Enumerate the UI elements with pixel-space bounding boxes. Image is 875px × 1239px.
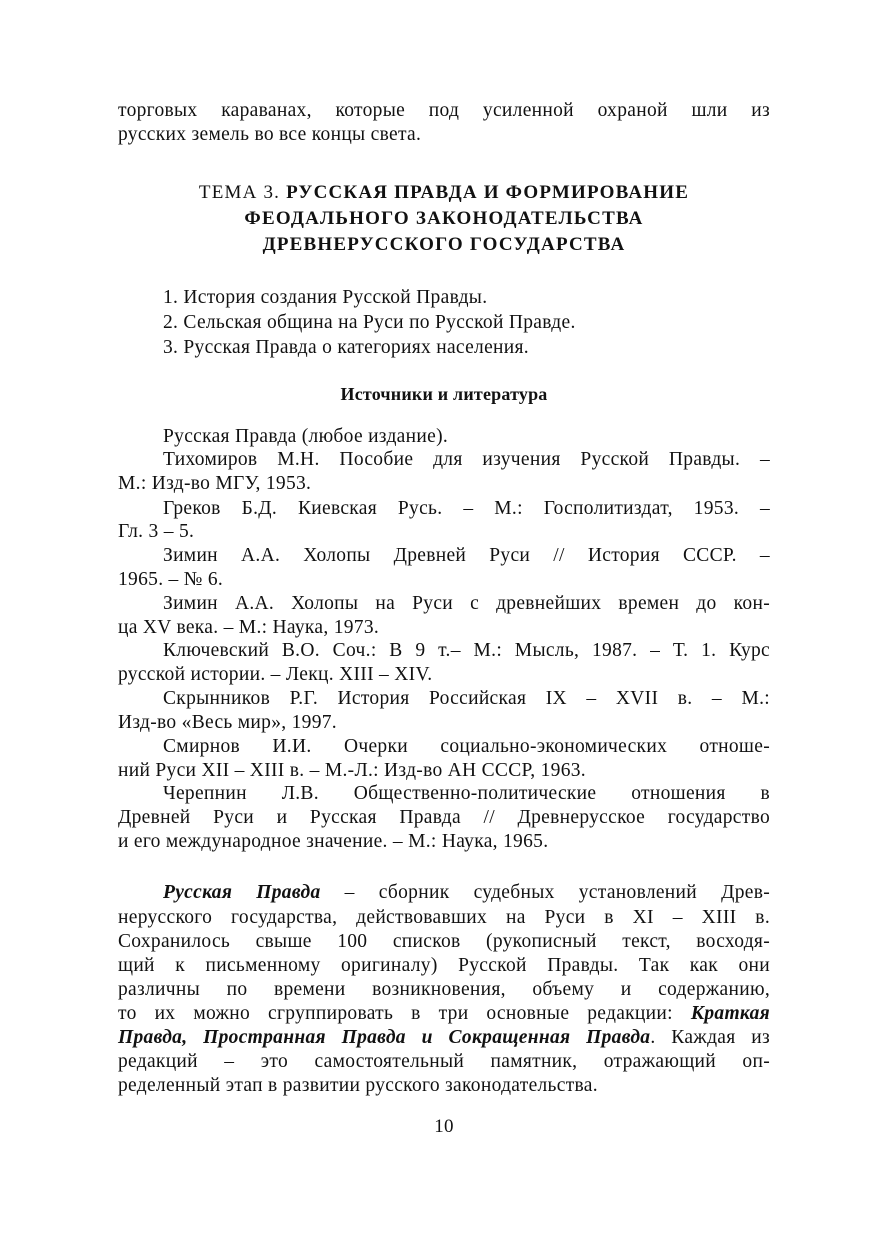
paragraph-text: . Каждая из: [650, 1027, 770, 1048]
question-item: 2. Сельская община на Руси по Русской Правде.: [163, 312, 576, 333]
paragraph-line: ределенный этап в развитии русского законодательства.: [118, 1075, 598, 1096]
paragraph-line: Сохранилось свыше 100 списков (рукописный текст, восходя-: [118, 931, 770, 952]
intro-line: торговых караванах, которые под усиленной охраной шли из: [118, 100, 770, 121]
topic-title: ФЕОДАЛЬНОГО ЗАКОНОДАТЕЛЬСТВА: [244, 208, 644, 229]
paragraph-line: [118, 1025, 770, 1051]
source-entry: Скрынников Р.Г. История Российская IX – XVII в. – М.:: [163, 688, 770, 709]
source-entry: Смирнов И.И. Очерки социально-экономических отноше-: [163, 736, 770, 757]
paragraph-line: щий к письменному оригиналу) Русской Правды. Так как они: [118, 955, 770, 976]
topic-prefix: ТЕМА 3.: [198, 182, 287, 203]
source-entry-cont: 1965. – № 6.: [118, 569, 224, 590]
topic-heading-line: [118, 206, 770, 232]
paragraph-text: то их можно сгруппировать в три основные редакции:: [118, 1003, 691, 1024]
source-entry-cont: и его международное значение. – М.: Наука, 1965.: [118, 831, 549, 852]
topic-heading-line: [118, 180, 770, 206]
question-item: 1. История создания Русской Правды.: [163, 287, 488, 308]
source-entry: Русская Правда (любое издание).: [163, 426, 449, 447]
sources-heading: Источники и литература: [340, 384, 548, 404]
source-entry: Тихомиров М.Н. Пособие для изучения Русской Правды. –: [163, 449, 770, 470]
source-entry: Зимин А.А. Холопы на Руси с древнейших времен до кон-: [163, 593, 770, 614]
paragraph-line: различны по времени возникновения, объему и содержанию,: [118, 979, 770, 1000]
paragraph-line: [163, 880, 770, 906]
paragraph-line: [118, 1001, 770, 1027]
source-entry-cont: ца XV века. – М.: Наука, 1973.: [118, 617, 380, 638]
topic-heading-line: [118, 232, 770, 258]
paragraph-line: нерусского государства, действовавших на Руси в XI – XIII в.: [118, 907, 770, 928]
source-entry-cont: Древней Руси и Русская Правда // Древнерусское государство: [118, 807, 770, 828]
term-russkaya-pravda: Русская Правда: [163, 882, 321, 903]
source-entry-cont: ний Руси XII – XIII в. – М.-Л.: Изд-во АН СССР, 1963.: [118, 760, 586, 781]
term-redactions: Правда, Пространная Правда и Сокращенная Правда: [118, 1027, 651, 1048]
source-entry-cont: М.: Изд-во МГУ, 1953.: [118, 473, 312, 494]
paragraph-text: – сборник судебных установлений Древ-: [320, 882, 771, 903]
source-entry: Зимин А.А. Холопы Древней Руси // История СССР. –: [163, 545, 770, 566]
intro-line: русских земель во все концы света.: [118, 124, 422, 145]
paragraph-line: редакций – это самостоятельный памятник, отражающий оп-: [118, 1051, 770, 1072]
topic-title: РУССКАЯ ПРАВДА И ФОРМИРОВАНИЕ: [286, 182, 690, 203]
topic-title: ДРЕВНЕРУССКОГО ГОСУДАРСТВА: [262, 234, 626, 255]
source-entry-cont: Гл. 3 – 5.: [118, 521, 195, 542]
source-entry-cont: Изд-во «Весь мир», 1997.: [118, 712, 337, 733]
source-entry-cont: русской истории. – Лекц. XIII – XIV.: [118, 664, 433, 685]
page-number: 10: [434, 1116, 454, 1137]
source-entry: Ключевский В.О. Соч.: В 9 т.– М.: Мысль, 1987. – Т. 1. Курс: [163, 640, 770, 661]
question-item: 3. Русская Правда о категориях населения.: [163, 337, 529, 358]
source-entry: Греков Б.Д. Киевская Русь. – М.: Госполитиздат, 1953. –: [163, 498, 770, 519]
term-kratkaya: Краткая: [690, 1003, 770, 1024]
source-entry: Черепнин Л.В. Общественно-политические отношения в: [163, 783, 770, 804]
